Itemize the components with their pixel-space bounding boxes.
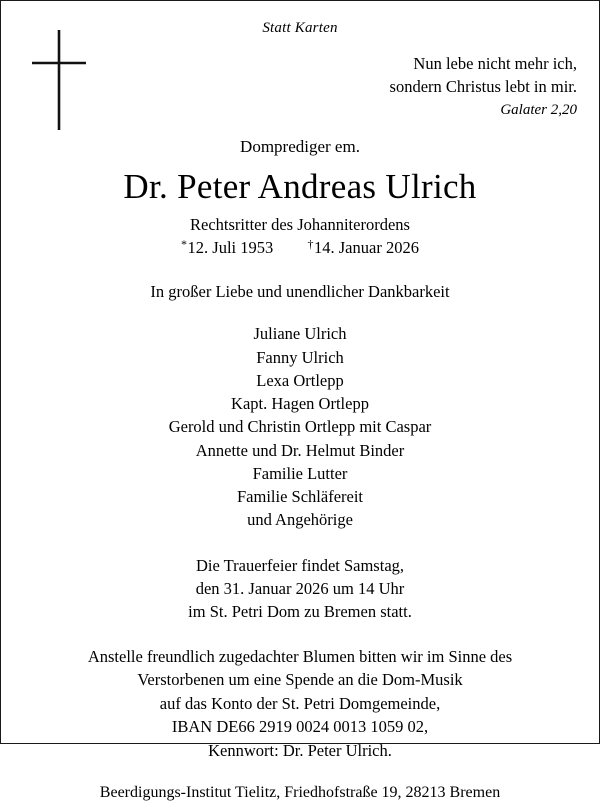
life-dates: [1, 238, 599, 258]
service-line: im St. Petri Dom zu Bremen statt.: [188, 602, 412, 622]
list-item: Fanny Ulrich: [256, 347, 344, 367]
birth-date: 12. Juli 1953: [187, 238, 274, 258]
service-line: den 31. Januar 2026 um 14 Uhr: [195, 578, 405, 598]
service-line: Die Trauerfeier findet Samstag,: [195, 555, 405, 575]
donation-line: Anstelle freundlich zugedachter Blumen bitten wir im Sinne des: [87, 646, 513, 666]
donation-info: [1, 645, 599, 762]
list-item: Familie Schläfereit: [237, 487, 363, 507]
verse-line-2: sondern Christus lebt in mir.: [389, 76, 577, 96]
notice-header: [1, 1, 599, 137]
birth-symbol: *: [181, 237, 188, 252]
statt-karten-label: Statt Karten: [262, 20, 338, 36]
list-item: Familie Lutter: [252, 463, 348, 483]
donation-reference: Kennwort: Dr. Peter Ulrich.: [208, 740, 392, 760]
donation-line: auf das Konto der St. Petri Domgemeinde,: [159, 693, 441, 713]
list-item: und Angehörige: [247, 510, 353, 530]
death-symbol: †: [307, 237, 314, 252]
cross-icon: [32, 30, 86, 130]
donation-iban: IBAN DE66 2919 0024 0013 1059 02,: [171, 717, 429, 737]
notice-body: [1, 137, 599, 802]
deceased-pre-title: Domprediger em.: [240, 137, 360, 156]
list-item: Juliane Ulrich: [253, 324, 347, 344]
verse-reference: Galater 2,20: [500, 101, 577, 118]
deceased-name: Dr. Peter Andreas Ulrich: [123, 167, 477, 206]
funeral-home-credit: Beerdigungs-Institut Tielitz, Friedhofstraße 19, 28213 Bremen: [99, 783, 501, 801]
funeral-service-info: [1, 554, 599, 624]
death-date: 14. Januar 2026: [314, 238, 419, 258]
survivors-list: [1, 322, 599, 531]
donation-line: Verstorbenen um eine Spende an die Dom-Musik: [137, 670, 463, 690]
list-item: Annette und Dr. Helmut Binder: [195, 440, 405, 460]
list-item: Kapt. Hagen Ortlepp: [231, 394, 369, 414]
list-item: Lexa Ortlepp: [256, 370, 344, 390]
deceased-honorific: Rechtsritter des Johanniterordens: [190, 215, 410, 235]
dedication-text: In großer Liebe und unendlicher Dankbarkeit: [150, 282, 450, 302]
verse-line-1: Nun lebe nicht mehr ich,: [413, 54, 577, 73]
list-item: Gerold und Christin Ortlepp mit Caspar: [168, 417, 432, 437]
bible-verse: [390, 53, 577, 120]
